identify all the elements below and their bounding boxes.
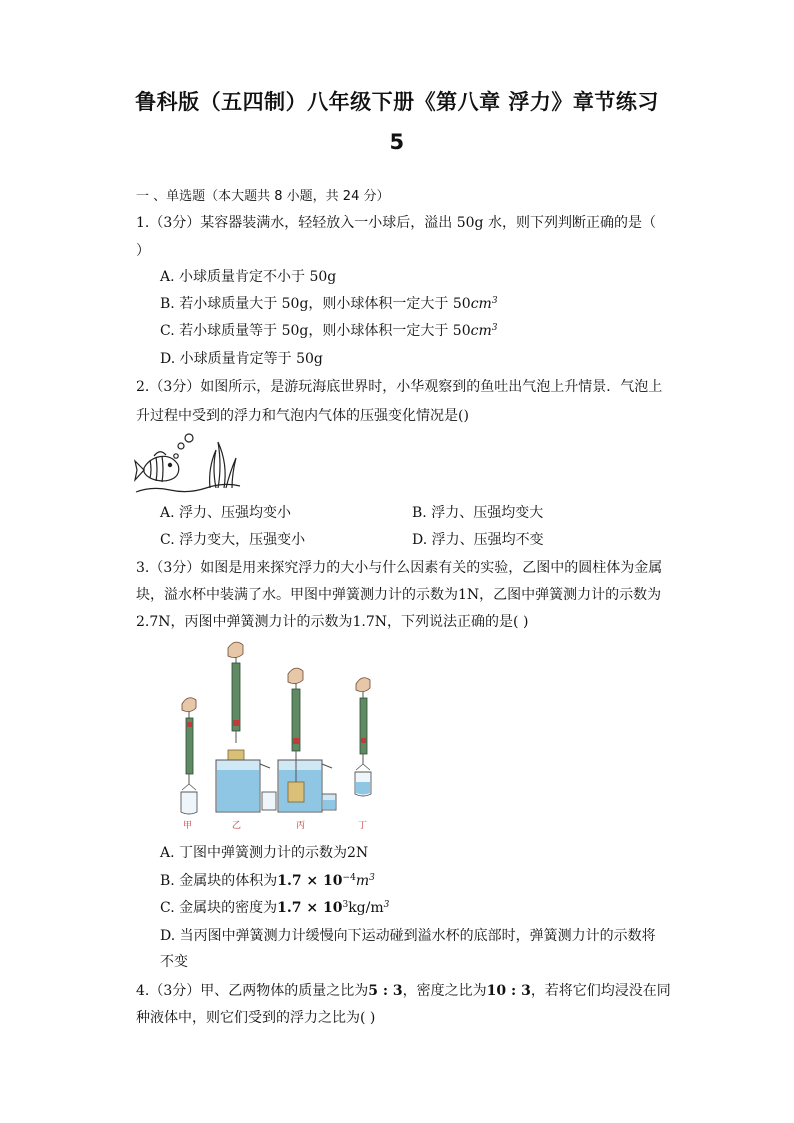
metal-block-icon [288, 782, 304, 802]
fish-body-icon [144, 456, 179, 481]
question-1-stem-end: ） [136, 243, 150, 259]
spring-scale-jia [181, 698, 197, 814]
buoyancy-experiment-figure [170, 640, 390, 836]
figure-label-bing: 丙 [296, 821, 306, 831]
section-heading: 一 、单选题（本大题共 8 小题，共 24 分） [136, 189, 390, 204]
small-cup-icon [262, 792, 276, 810]
question-1-stem: 1.（3分）某容器装满水，轻轻放入一小球后，溢出 50g 水，则下列判断正确的是（ [136, 215, 656, 231]
q3-option-d-cont: 不变 [160, 954, 188, 970]
spring-scale-yi [216, 642, 276, 812]
small-cup-icon [181, 792, 197, 814]
figure-label-ding: 丁 [358, 821, 368, 831]
q1-option-a: A. 小球质量肯定不小于 50g [160, 269, 337, 285]
q3-option-b: B. 金属块的体积为$1.7 \times 10^{-4}m^3$ [160, 873, 375, 889]
figure-label-jia: 甲 [183, 821, 193, 831]
hand-icon [228, 642, 243, 657]
question-3-stem-3: 2.7N，丙图中弹簧测力计的示数为1.7N，下列说法正确的是( ) [136, 614, 529, 630]
seaweed-icon [226, 458, 236, 488]
q1-option-b: B. 若小球质量大于 50g，则小球体积一定大于 $50cm^3$ [160, 296, 498, 312]
hand-icon [182, 698, 196, 712]
q2-option-d: D. 浮力、压强均不变 [412, 532, 544, 548]
q2-option-b: B. 浮力、压强均变大 [412, 505, 544, 521]
q3-option-a: A. 丁图中弹簧测力计的示数为2N [160, 845, 369, 861]
question-3-stem-2: 块，溢水杯中装满了水。甲图中弹簧测力计的示数为1N，乙图中弹簧测力计的示数为 [136, 587, 662, 603]
question-2-stem: 2.（3分）如图所示，是游玩海底世界时，小华观察到的鱼吐出气泡上升情景．气泡上 [136, 379, 663, 395]
fish-bubbles-figure [132, 432, 244, 498]
q3-option-c: C. 金属块的密度为$1.7 \times 10^3kg/m^3$ [160, 900, 390, 916]
question-4-stem: 4.（3分）甲、乙两物体的质量之比为5 : 3，密度之比为10 : 3，若将它们均浸没在同 [136, 983, 671, 999]
spring-scale-ding [355, 678, 371, 796]
spring-scale-bing [278, 668, 336, 812]
question-4-stem-2: 种液体中，则它们受到的浮力之比为( ) [136, 1010, 376, 1026]
fish-tail-icon [135, 461, 144, 480]
q2-option-a: A. 浮力、压强均变小 [160, 505, 292, 521]
page-title-number: 5 [389, 130, 405, 154]
seaweed-icon [210, 450, 216, 488]
question-3-stem: 3.（3分）如图是用来探究浮力的大小与什么因素有关的实验，乙图中的圆柱体为金属 [136, 560, 663, 576]
hand-icon [356, 678, 370, 692]
question-2-stem-end: 升过程中受到的浮力和气泡内气体的压强变化情况是() [136, 408, 469, 424]
q1-option-c: C. 若小球质量等于 50g，则小球体积一定大于 $50cm^3$ [160, 323, 498, 339]
page-title: 鲁科版（五四制）八年级下册《第八章 浮力》章节练习 [135, 90, 659, 114]
seaweed-icon [218, 442, 225, 488]
bubble-icon [178, 443, 184, 449]
figure-label-yi: 乙 [232, 821, 242, 831]
bubble-icon [185, 434, 193, 442]
q1-option-d: D. 小球质量肯定等于 50g [160, 351, 323, 367]
bubble-icon [174, 454, 178, 458]
hand-icon [288, 668, 303, 683]
q2-option-c: C. 浮力变大，压强变小 [160, 532, 306, 548]
q3-option-d: D. 当丙图中弹簧测力计缓慢向下运动碰到溢水杯的底部时，弹簧测力计的示数将 [160, 928, 656, 944]
